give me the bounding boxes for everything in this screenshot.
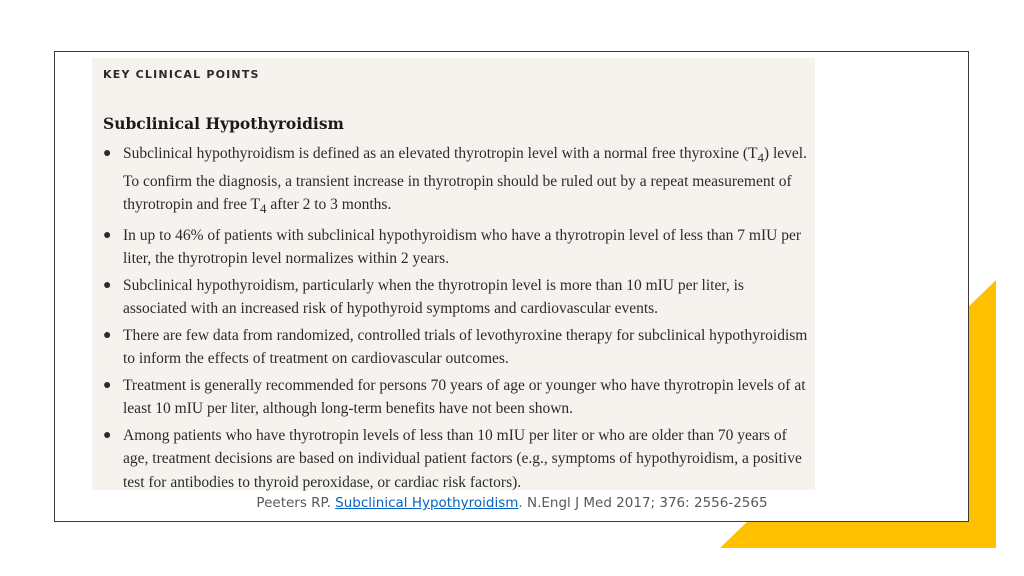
list-item [103, 224, 808, 271]
list-item [103, 324, 808, 371]
point-text: Subclinical hypothyroidism is defined as an elevated thyrotropin level with a normal free thyroxine $(T_4)$ level. To confirm the diagnosis, a transient increase in thyrotropin should be ruled out by a repeat measurement of thyrotropin and free $T_4$ after 2 to 3 months. [123, 145, 807, 217]
bullet-icon: ● [103, 227, 112, 243]
card-heading: Subclinical Hypothyroidism [103, 114, 344, 133]
point-text: There are few data from randomized, controlled trials of levothyroxine therapy for subclinical hypothyroidism to inform the effects of treatment on cardiovascular outcomes. [123, 326, 808, 368]
citation-prefix: Peeters RP. [256, 495, 336, 511]
bullet-icon: ● [103, 427, 112, 443]
point-text: Among patients who have thyrotropin levels of less than 10 mIU per liter or who are older than 70 years of age, treatment decisions are based on individual patient factors (e.g., symptoms of hypothyroidism, a positive test for antibodies to thyroid peroxidase, or cardiac risk factors). [123, 426, 802, 491]
bullet-icon: ● [103, 377, 112, 393]
key-points-list [103, 142, 808, 497]
point-text: Treatment is generally recommended for persons 70 years of age or younger who have thyrotropin levels of at least 10 mIU per liter, although long-term benefits have not been shown. [123, 376, 806, 418]
list-item [103, 374, 808, 421]
citation-link[interactable]: Subclinical Hypothyroidism [335, 495, 519, 511]
list-item [103, 424, 808, 495]
list-item [103, 142, 808, 221]
citation-suffix: . N.Engl J Med 2017; 376: 2556-2565 [518, 495, 768, 511]
citation [0, 495, 1024, 511]
key-points-card [92, 58, 815, 490]
bullet-icon: ● [103, 327, 112, 343]
bullet-icon: ● [103, 146, 112, 161]
point-text: In up to 46% of patients with subclinical hypothyroidism who have a thyrotropin level of less than 7 mIU per liter, the thyrotropin level normalizes within 2 years. [123, 226, 801, 268]
list-item [103, 274, 808, 321]
card-kicker: KEY CLINICAL POINTS [103, 68, 260, 81]
bullet-icon: ● [103, 277, 112, 293]
point-text: Subclinical hypothyroidism, particularly when the thyrotropin level is more than 10 mIU per liter, is associated with an increased risk of hypothyroid symptoms and cardiovascular events. [123, 276, 744, 318]
